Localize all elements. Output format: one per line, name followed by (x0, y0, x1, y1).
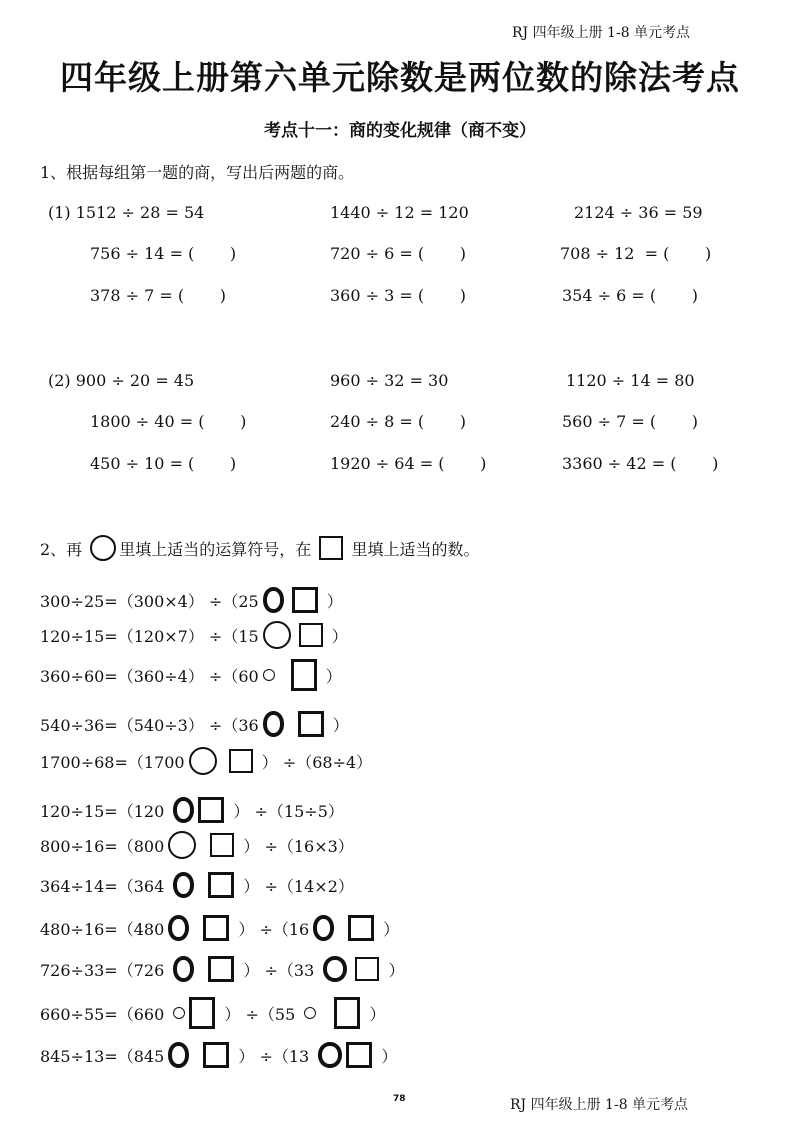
answer-box[interactable] (348, 915, 374, 941)
q2-row-5 (40, 744, 372, 778)
q1-g2-c1-r1: (2) 900 ÷ 20 = 45 (48, 371, 195, 390)
row-text: 360÷60=（360÷4） ÷（60 (40, 666, 259, 686)
q2-row-8 (40, 868, 354, 902)
answer-box[interactable] (208, 956, 234, 982)
q1-g1-c3-r3: 354 ÷ 6 = ( ) (562, 286, 698, 305)
q1-g2-c2-r3: 1920 ÷ 64 = ( ) (330, 454, 487, 473)
operator-circle[interactable] (263, 669, 275, 681)
row-text: ） ÷（68÷4） (256, 752, 373, 772)
answer-box[interactable] (298, 711, 324, 737)
row-text: ） (378, 919, 400, 939)
q2-row-10 (40, 952, 404, 986)
q1-g2-c2-r1: 960 ÷ 32 = 30 (330, 371, 449, 390)
answer-box[interactable] (346, 1042, 372, 1068)
row-text: 800÷16=（800 (40, 836, 165, 856)
q1-g1-c2-r1: 1440 ÷ 12 = 120 (330, 203, 469, 222)
row-text: ） ÷（13 (233, 1046, 315, 1066)
row-text: ） (321, 591, 343, 611)
row-text: ） (320, 666, 342, 686)
q2-row-4 (40, 707, 349, 741)
answer-box[interactable] (203, 1042, 229, 1068)
q1-g2-c2-r2: 240 ÷ 8 = ( ) (330, 412, 466, 431)
answer-box[interactable] (334, 997, 360, 1029)
question-1-heading: 1、根据每组第一题的商，写出后两题的商。 (40, 163, 355, 182)
operator-circle[interactable] (173, 872, 194, 898)
operator-circle[interactable] (318, 1042, 342, 1068)
row-text: 540÷36=（540÷3） ÷（36 (40, 715, 259, 735)
answer-box[interactable] (299, 623, 323, 647)
row-text: 726÷33=（726 (40, 960, 170, 980)
operator-circle[interactable] (173, 956, 194, 982)
row-text: 660÷55=（660 (40, 1004, 170, 1024)
q1-g2-c1-r2: 1800 ÷ 40 = ( ) (90, 412, 247, 431)
square-icon (319, 536, 343, 560)
row-text: 364÷14=（364 (40, 876, 170, 896)
operator-circle[interactable] (189, 747, 217, 775)
page-number: 78 (393, 1094, 406, 1104)
operator-circle[interactable] (263, 621, 291, 649)
row-text: ） ÷（16 (233, 919, 310, 939)
operator-circle[interactable] (304, 1007, 316, 1019)
q1-g1-c2-r3: 360 ÷ 3 = ( ) (330, 286, 466, 305)
row-text: ） ÷（33 (238, 960, 320, 980)
row-text: 845÷13=（845 (40, 1046, 165, 1066)
row-text: ） (326, 626, 348, 646)
q2-heading-part2: 里填上适当的运算符号，在 (119, 539, 317, 559)
row-text: ） ÷（16×3） (238, 836, 354, 856)
answer-box[interactable] (291, 659, 317, 691)
row-text: 480÷16=（480 (40, 919, 165, 939)
q1-g2-c3-r1: 1120 ÷ 14 = 80 (566, 371, 695, 390)
operator-circle[interactable] (263, 587, 284, 613)
row-text: ） (364, 1004, 386, 1024)
row-text: ） (383, 960, 405, 980)
section-title: 考点十一：商的变化规律（商不变） (264, 121, 536, 141)
q1-g1-c1-r2: 756 ÷ 14 = ( ) (90, 244, 237, 263)
question-2-heading (40, 535, 479, 561)
row-text: 120÷15=（120×7） ÷（15 (40, 626, 259, 646)
q2-row-3 (40, 658, 342, 692)
row-text: ） (327, 715, 349, 735)
answer-box[interactable] (292, 587, 318, 613)
q2-row-11 (40, 996, 385, 1030)
q2-row-6 (40, 793, 344, 827)
row-text: 120÷15=（120 (40, 801, 170, 821)
answer-box[interactable] (189, 997, 215, 1029)
q1-g1-c1-r3: 378 ÷ 7 = ( ) (90, 286, 226, 305)
q1-g1-c2-r2: 720 ÷ 6 = ( ) (330, 244, 466, 263)
q2-row-7 (40, 828, 354, 862)
answer-box[interactable] (229, 749, 253, 773)
q1-g1-c3-r1: 2124 ÷ 36 = 59 (574, 203, 703, 222)
operator-circle[interactable] (173, 797, 194, 823)
operator-circle[interactable] (173, 1007, 185, 1019)
row-text: ） ÷（14×2） (238, 876, 354, 896)
answer-box[interactable] (210, 833, 234, 857)
operator-circle[interactable] (263, 711, 284, 737)
row-text: 1700÷68=（1700 (40, 752, 185, 772)
row-text: ） (376, 1046, 398, 1066)
circle-icon (90, 535, 116, 561)
operator-circle[interactable] (323, 956, 347, 982)
q1-g2-c1-r3: 450 ÷ 10 = ( ) (90, 454, 237, 473)
operator-circle[interactable] (313, 915, 334, 941)
q1-g2-c3-r3: 3360 ÷ 42 = ( ) (562, 454, 719, 473)
q2-row-12 (40, 1038, 397, 1072)
q2-heading-part1: 2、再 (40, 539, 88, 559)
q2-heading-part3: 里填上适当的数。 (346, 539, 480, 559)
operator-circle[interactable] (168, 1042, 189, 1068)
footer-note: RJ 四年级上册 1-8 单元考点 (510, 1097, 689, 1113)
row-text: 300÷25=（300×4） ÷（25 (40, 591, 259, 611)
answer-box[interactable] (355, 957, 379, 981)
q1-g2-c3-r2: 560 ÷ 7 = ( ) (562, 412, 698, 431)
operator-circle[interactable] (168, 831, 196, 859)
q2-row-1 (40, 583, 343, 617)
header-note: RJ 四年级上册 1-8 单元考点 (512, 25, 691, 41)
row-text: ） ÷（15÷5） (228, 801, 344, 821)
answer-box[interactable] (198, 797, 224, 823)
q2-row-9 (40, 911, 399, 945)
operator-circle[interactable] (168, 915, 189, 941)
q1-g1-c3-r2: 708 ÷ 12 = ( ) (560, 244, 712, 263)
q1-g1-c1-r1: (1) 1512 ÷ 28 = 54 (48, 203, 205, 222)
row-text: ） ÷（55 (219, 1004, 301, 1024)
q2-row-2 (40, 618, 348, 652)
page-title: 四年级上册第六单元除数是两位数的除法考点 (60, 58, 740, 97)
answer-box[interactable] (203, 915, 229, 941)
answer-box[interactable] (208, 872, 234, 898)
